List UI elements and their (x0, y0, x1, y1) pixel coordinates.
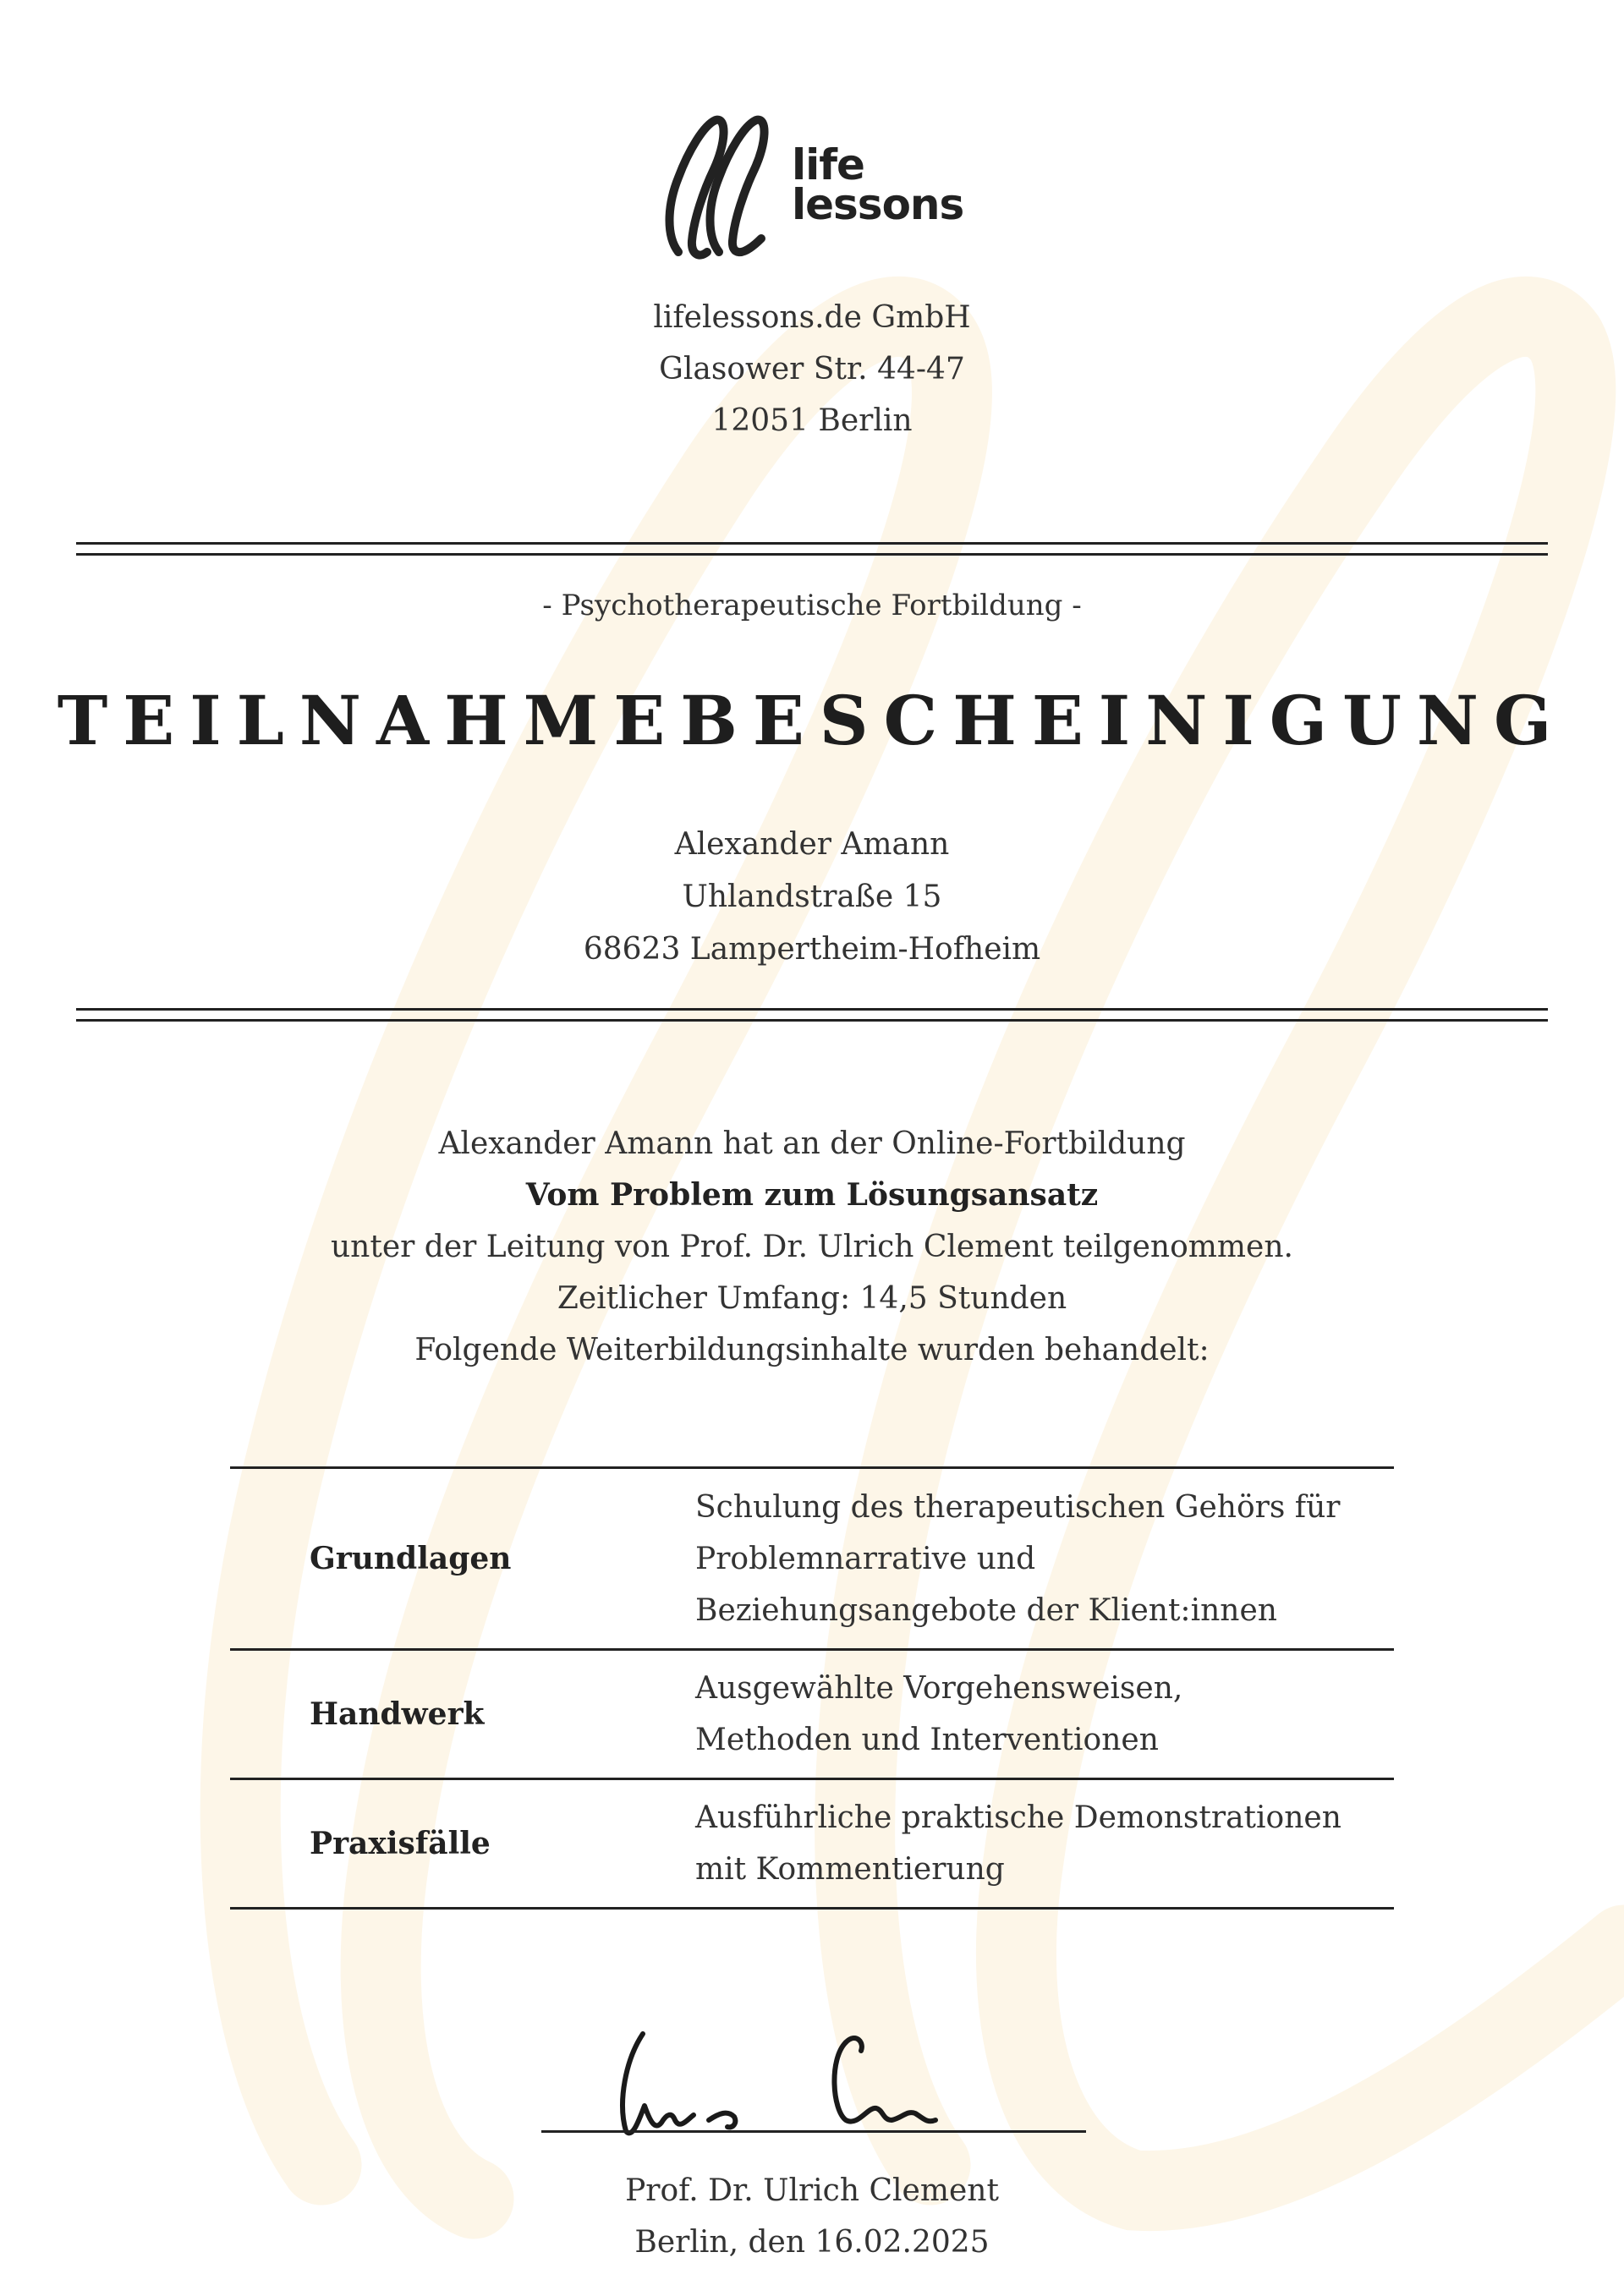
topic-description-line: Problemnarrative und (695, 1541, 1036, 1576)
company-address (0, 292, 1624, 447)
signing-place-date: Berlin, den 16.02.2025 (634, 2225, 990, 2260)
certificate-subtitle: - Psychotherapeutische Fortbildung - (542, 589, 1082, 622)
table-row (230, 1779, 1394, 1909)
topic-description-line: Ausgewählte Vorgehensweisen, (695, 1671, 1183, 1706)
signer-name: Prof. Dr. Ulrich Clement (625, 2173, 999, 2208)
logo-line-2: lessons (792, 180, 964, 229)
recipient-street: Uhlandstraße 15 (682, 879, 942, 914)
double-divider-top (76, 542, 1548, 556)
body-line-instructor: unter der Leitung von Prof. Dr. Ulrich Clement teilgenommen. (330, 1230, 1293, 1264)
topic-description (695, 1650, 1394, 1779)
body-line-contents-intro: Folgende Weiterbildungsinhalte wurden behandelt: (414, 1333, 1210, 1367)
handwritten-signature (592, 2025, 1032, 2144)
certificate-body (0, 1118, 1624, 1376)
double-divider-bottom (76, 1008, 1548, 1022)
table-row (230, 1468, 1394, 1650)
body-line-duration: Zeitlicher Umfang: 14,5 Stunden (557, 1281, 1067, 1316)
topic-label: Praxisfälle (230, 1779, 695, 1909)
course-title: Vom Problem zum Lösungsansatz (525, 1177, 1099, 1213)
logo-wordmark (792, 140, 964, 229)
signature-line (541, 2130, 1086, 2133)
company-city: 12051 Berlin (711, 403, 913, 438)
recipient-name: Alexander Amann (674, 827, 950, 862)
topic-description-line: Beziehungsangebote der Klient:innen (695, 1592, 1277, 1628)
topic-description (695, 1468, 1394, 1650)
company-logo (660, 110, 964, 262)
topic-label: Handwerk (230, 1650, 695, 1779)
topic-description-line: Ausführliche praktische Demonstrationen (695, 1800, 1341, 1835)
topic-description-line: mit Kommentierung (695, 1852, 1005, 1887)
logo-line-1: life (792, 140, 864, 189)
recipient-city: 68623 Lampertheim-Hofheim (583, 932, 1041, 967)
topic-label: Grundlagen (230, 1468, 695, 1650)
topic-description (695, 1779, 1394, 1909)
topic-description-line: Schulung des therapeutischen Gehörs für (695, 1489, 1341, 1525)
topic-description-line: Methoden und Interventionen (695, 1723, 1159, 1757)
signer-block (0, 2165, 1624, 2268)
company-name: lifelessons.de GmbH (653, 300, 971, 335)
certificate-title: TEILNAHMEBESCHEINIGUNG (57, 681, 1567, 760)
body-line-participation: Alexander Amann hat an der Online-Fortbildung (438, 1126, 1186, 1161)
topics-table (230, 1466, 1394, 1910)
logo-ll-mark (660, 110, 787, 262)
table-row (230, 1650, 1394, 1779)
recipient-address (0, 819, 1624, 976)
company-street: Glasower Str. 44-47 (659, 352, 965, 386)
